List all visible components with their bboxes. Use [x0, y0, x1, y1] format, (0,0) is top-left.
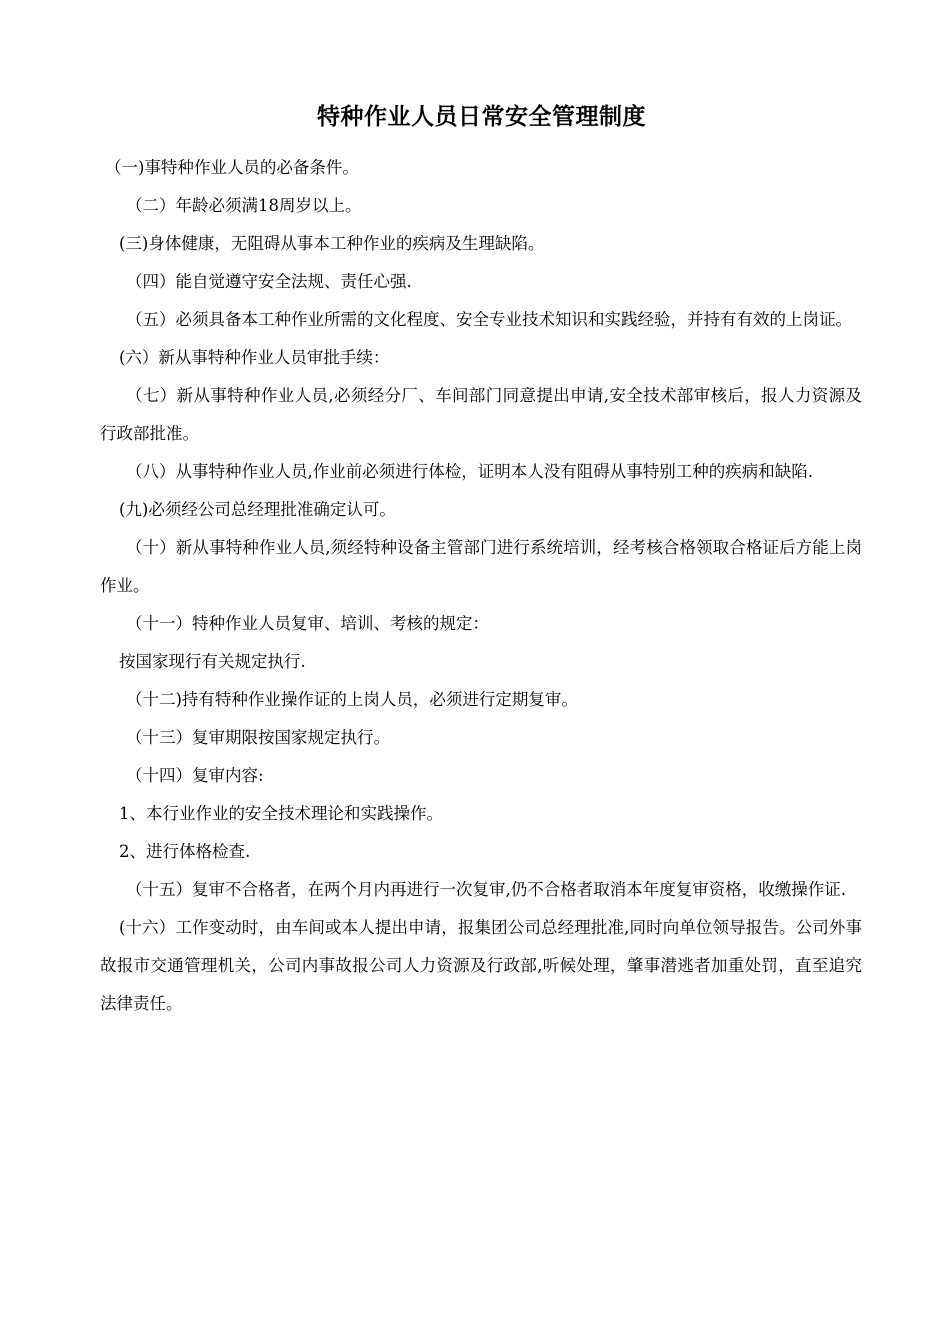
- paragraph-3: (三)身体健康，无阻碍从事本工种作业的疾病及生理缺陷。: [119, 234, 545, 253]
- paragraph-11: （十一）特种作业人员复审、培训、考核的规定：: [126, 614, 489, 633]
- paragraph-5: （五）必须具备本工种作业所需的文化程度、安全专业技术知识和实践经验，并持有有效的上岗证。: [126, 310, 852, 329]
- paragraph-10: （十）新从事特种作业人员,须经特种设备主管部门进行系统培训，经考核合格领取合格证后方能上岗作业。: [100, 538, 862, 595]
- paragraph-13: （十二)持有特种作业操作证的上岗人员，必须进行定期复审。: [126, 690, 578, 709]
- paragraph-16: 1、本行业作业的安全技术理论和实践操作。: [119, 804, 443, 823]
- paragraph-12: 按国家现行有关规定执行.: [119, 652, 306, 671]
- paragraph-14: （十三）复审期限按国家规定执行。: [126, 728, 390, 747]
- document-body: [100, 149, 862, 1023]
- paragraph-19: (十六）工作变动时，由车间或本人提出申请，报集团公司总经理批准,同时向单位领导报告。公司外事故报市交通管理机关，公司内事故报公司人力资源及行政部,听候处理，肇事潜逃者加重处罚，直至追究法律责任。: [100, 918, 862, 1013]
- document-title: 特种作业人员日常安全管理制度: [317, 104, 646, 130]
- paragraph-1: （一)事特种作业人员的必备条件。: [105, 158, 359, 177]
- paragraph-6: (六）新从事特种作业人员审批手续：: [119, 348, 390, 367]
- paragraph-17: 2、进行体格检查.: [119, 842, 251, 861]
- paragraph-7: （七）新从事特种作业人员,必须经分厂、车间部门同意提出申请,安全技术部审核后，报人力资源及行政部批准。: [100, 386, 862, 443]
- paragraph-9: (九)必须经公司总经理批准确定认可。: [119, 500, 396, 519]
- paragraph-18: （十五）复审不合格者，在两个月内再进行一次复审,仍不合格者取消本年度复审资格，收缴操作证.: [126, 880, 846, 899]
- paragraph-15: （十四）复审内容:: [126, 766, 264, 785]
- paragraph-4: （四）能自觉遵守安全法规、责任心强.: [126, 272, 412, 291]
- paragraph-2: （二）年龄必须满18周岁以上。: [126, 196, 362, 215]
- paragraph-8: （八）从事特种作业人员,作业前必须进行体检，证明本人没有阻碍从事特别工种的疾病和缺陷.: [126, 462, 813, 481]
